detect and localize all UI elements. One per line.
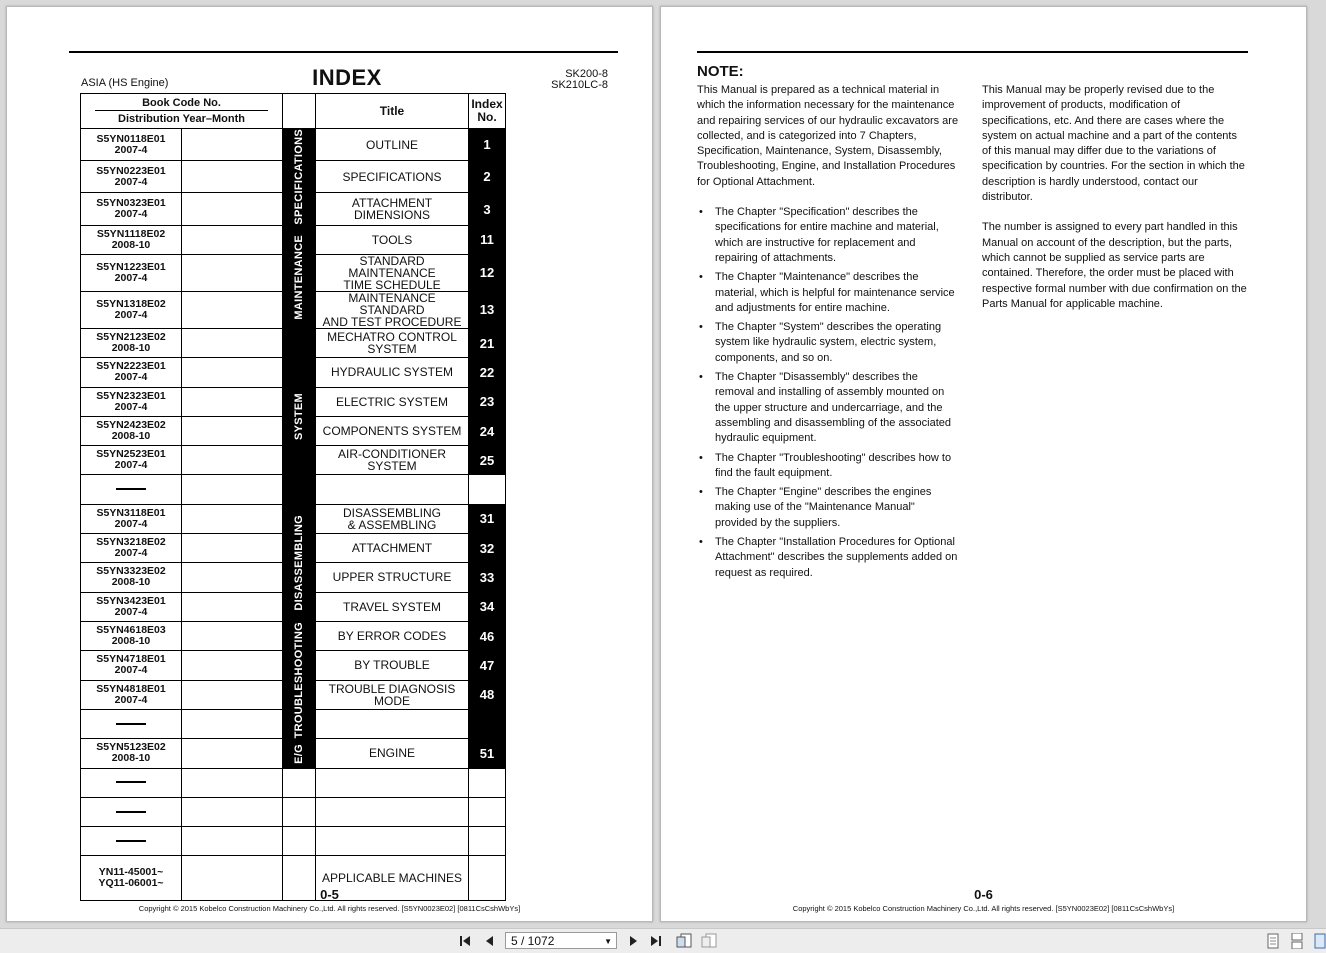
index-table: [80, 93, 506, 901]
bullet-text: The Chapter "System" describes the operating system like hydraulic system, electric system, components, and so on.: [715, 321, 942, 364]
index-number-empty: [469, 827, 506, 856]
book-code-cell: [81, 768, 182, 797]
chapter-title[interactable]: SPECIFICATIONS: [316, 161, 469, 193]
chapter-label-maintenance: [283, 225, 316, 328]
blank-cell: [182, 768, 283, 797]
book-code-header-text: [81, 97, 282, 125]
book-code-cell: [81, 129, 182, 161]
index-number[interactable]: 33: [469, 563, 506, 592]
chapter-bullet-item: [697, 205, 959, 266]
index-number[interactable]: 3: [469, 193, 506, 225]
book-code: S5YN0223E01: [96, 164, 166, 177]
book-code-cell: [81, 193, 182, 225]
chapter-title[interactable]: MECHATRO CONTROL SYSTEM: [316, 328, 469, 357]
chapter-title[interactable]: COMPONENTS SYSTEM: [316, 416, 469, 445]
book-code: S5YN3118E01: [96, 506, 166, 519]
blank-cell: [182, 416, 283, 445]
index-number[interactable]: 32: [469, 534, 506, 563]
chapter-label-specifications: [283, 129, 316, 226]
chapter-title[interactable]: ATTACHMENT DIMENSIONS: [316, 193, 469, 225]
index-number[interactable]: 23: [469, 387, 506, 416]
bullet-text: The Chapter "Troubleshooting" describes how to find the fault equipment.: [715, 451, 952, 479]
book-code: S5YN3218E02: [96, 536, 166, 549]
header-rule: [697, 51, 1248, 53]
blank-cell: [182, 504, 283, 533]
chapter-bullet-item: [697, 485, 959, 531]
index-number[interactable]: 1: [469, 129, 506, 161]
blank-cell: [182, 709, 283, 738]
index-number[interactable]: 11: [469, 225, 506, 254]
book-code: S5YN3323E02: [96, 565, 166, 578]
bullet-icon: •: [699, 321, 703, 334]
index-number[interactable]: 34: [469, 592, 506, 621]
blank-cell: [182, 225, 283, 254]
blank-cell: [182, 592, 283, 621]
last-page-icon[interactable]: [648, 933, 664, 949]
page-number: 0-5: [320, 887, 339, 902]
chapter-title[interactable]: ENGINE: [316, 739, 469, 768]
chapter-title[interactable]: HYDRAULIC SYSTEM: [316, 358, 469, 387]
empty-entry-dash: [116, 781, 146, 783]
model-label-1: SK200-8: [565, 68, 608, 80]
book-code: S5YN1318E02: [96, 297, 166, 310]
book-code: S5YN1223E01: [96, 260, 166, 273]
copyright-text: Copyright © 2015 Kobelco Construction Machinery Co.,Ltd. All rights reserved. [S5YN0023E02] [0811CsCshWbYs]: [792, 904, 1175, 913]
chapter-label-text: SPECIFICATIONS: [293, 129, 305, 225]
blank-cell: [182, 651, 283, 680]
distribution-date: 2008-10: [111, 752, 151, 765]
book-code-cell: [81, 651, 182, 680]
chapter-empty-cell: [283, 827, 316, 856]
chapter-empty-cell: [283, 797, 316, 826]
blank-cell: [182, 358, 283, 387]
blank-cell: [182, 621, 283, 650]
bullet-icon: •: [699, 486, 703, 499]
document-page-right: [660, 6, 1307, 922]
book-code-label: Book Code No.: [95, 97, 268, 111]
blank-cell: [182, 534, 283, 563]
chapter-label-text: SYSTEM: [293, 392, 305, 440]
bullet-text: The Chapter "Specification" describes the specifications for entire machine and material, which are instructive for replacement and repairing of attachments.: [715, 206, 939, 264]
chapter-empty-cell: [283, 768, 316, 797]
book-code-header: [81, 94, 283, 129]
table-row: [81, 328, 506, 357]
document-page-left: [6, 6, 653, 922]
index-number-empty: [469, 797, 506, 826]
book-code-cell: [81, 225, 182, 254]
table-row: [81, 225, 506, 254]
two-page-icon[interactable]: [1313, 933, 1326, 949]
index-number[interactable]: 46: [469, 621, 506, 650]
chapter-title[interactable]: BY TROUBLE: [316, 651, 469, 680]
index-number-empty: [469, 709, 506, 738]
blank-cell: [182, 563, 283, 592]
bullet-text: The Chapter "Maintenance" describes the material, which is helpful for maintenance service and adjustments for entire machine.: [715, 271, 955, 314]
index-number[interactable]: 47: [469, 651, 506, 680]
chapter-label-text: E/G: [293, 743, 305, 764]
distribution-date: 2007-4: [114, 271, 148, 284]
table-row: [81, 739, 506, 768]
blank-cell: [182, 193, 283, 225]
book-code-cell: [81, 827, 182, 856]
book-code: S5YN2123E02: [96, 331, 166, 344]
prev-page-icon[interactable]: [482, 933, 498, 949]
page-number-input[interactable]: [505, 932, 617, 949]
distribution-date: 2007-4: [114, 605, 148, 618]
blank-cell: [182, 254, 283, 291]
index-number-empty: [469, 475, 506, 504]
book-code: S5YN2423E02: [96, 419, 166, 431]
applicable-code-2: YQ11-06001~: [98, 877, 164, 890]
model-label-2: SK210LC-8: [551, 79, 608, 91]
distribution-date: 2007-4: [114, 693, 148, 706]
index-number[interactable]: 51: [469, 739, 506, 768]
single-page-icon[interactable]: [1266, 933, 1280, 949]
book-code-cell: [81, 534, 182, 563]
table-row: [81, 827, 506, 856]
chapter-title[interactable]: MAINTENANCE STANDARD AND TEST PROCEDURE: [316, 291, 469, 328]
chapter-label-text: MAINTENANCE: [293, 234, 305, 320]
title-cell: [316, 797, 469, 826]
bullet-text: The Chapter "Disassembly" describes the removal and installing of assembly mounted on the upper structure and undercarriage, and the assembling and disassembling of the associated hydraulic equipment.: [715, 371, 952, 445]
book-code-cell: [81, 592, 182, 621]
distribution-date: 2007-4: [114, 371, 148, 384]
chapter-bullet-list: [697, 205, 959, 581]
book-code: S5YN2523E01: [96, 448, 166, 461]
distribution-date: 2008-10: [111, 430, 151, 442]
book-code-cell: [81, 291, 182, 328]
blank-cell: [182, 475, 283, 504]
title-cell: [316, 709, 469, 738]
copyright-text: Copyright © 2015 Kobelco Construction Machinery Co.,Ltd. All rights reserved. [S5YN0023E02] [0811CsCshWbYs]: [138, 904, 521, 913]
distribution-date: 2008-10: [111, 576, 151, 589]
table-row: [81, 621, 506, 650]
chapter-title[interactable]: OUTLINE: [316, 129, 469, 161]
chapter-bullet-item: [697, 370, 959, 446]
bullet-text: The Chapter "Engine" describes the engines making use of the "Maintenance Manual" provided by the suppliers.: [715, 486, 932, 529]
book-code: S5YN4818E01: [96, 682, 166, 695]
next-page-icon[interactable]: [625, 933, 641, 949]
bullet-icon: •: [699, 206, 703, 219]
book-code-cell: [81, 621, 182, 650]
distribution-date: 2007-4: [114, 664, 148, 677]
index-number[interactable]: 2: [469, 161, 506, 193]
distribution-date: 2008-10: [111, 238, 151, 251]
index-title: INDEX: [312, 65, 382, 90]
table-row: [81, 129, 506, 161]
pdf-viewer-toolbar: [0, 928, 1326, 953]
book-code: S5YN4718E01: [96, 653, 166, 666]
book-code-cell: [81, 254, 182, 291]
note-paragraph: The number is assigned to every part handled in this Manual on account of the description, but the parts, which cannot be supplied as service parts are contained. Therefore, the order must be placed with respective formal number with due confirmation on the Parts Manual for applicable machine.: [982, 221, 1247, 310]
index-number[interactable]: 12: [469, 254, 506, 291]
title-cell: [316, 827, 469, 856]
blank-cell: [182, 328, 283, 357]
book-code-cell: [81, 797, 182, 826]
book-code-cell: [81, 446, 182, 475]
index-no-header: Index No.: [469, 94, 506, 129]
chapter-label-disassembling: [283, 504, 316, 621]
note-column-right: [982, 83, 1248, 327]
note-column-left: [697, 83, 959, 585]
chapter-title[interactable]: AIR-CONDITIONER SYSTEM: [316, 446, 469, 475]
chapter-bullet-item: [697, 535, 959, 581]
note-paragraph: This Manual is prepared as a technical material in which the information necessary for the maintenance and repairing services of our hydraulic excavators are collected, and is categorized into 7 Chapters, Specification, Maintenance, System, Disassembly, Troubleshooting, Engine, and Installation Procedures for Optional Attachment.: [697, 84, 959, 188]
blank-cell: [182, 446, 283, 475]
note-paragraph: This Manual may be properly revised due to the improvement of products, modification of specifications, etc. And there are cases where the system on actual machine and a part of the contents of this manual may differ due to the variations of specification by countries. For the section in which the description is hardly understood, contact our distributor.: [982, 84, 1245, 204]
title-cell: [316, 475, 469, 504]
distribution-date: 2007-4: [114, 175, 148, 188]
blank-cell: [182, 161, 283, 193]
table-row: [81, 797, 506, 826]
empty-entry-dash: [116, 488, 146, 490]
table-row: [81, 504, 506, 533]
chapter-title[interactable]: TOOLS: [316, 225, 469, 254]
book-code: S5YN4618E03: [96, 624, 166, 637]
title-cell: [316, 768, 469, 797]
book-code-cell: [81, 328, 182, 357]
book-code: S5YN2323E01: [96, 389, 166, 402]
applicable-code-1: YN11-45001~: [98, 866, 164, 879]
header-rule: [69, 51, 618, 53]
distribution-date: 2008-10: [111, 342, 151, 355]
title-header: Title: [316, 94, 469, 129]
blank-cell: [182, 291, 283, 328]
book-code-cell: [81, 416, 182, 445]
distribution-date: 2007-4: [114, 143, 148, 156]
blank-cell: [182, 129, 283, 161]
book-code-cell: [81, 475, 182, 504]
empty-entry-dash: [116, 723, 146, 725]
empty-entry-dash: [116, 840, 146, 842]
fit-page-icon[interactable]: [676, 933, 694, 949]
book-code: S5YN2223E01: [96, 360, 166, 373]
distribution-date: 2007-4: [114, 547, 148, 560]
book-code: S5YN0323E01: [96, 197, 166, 210]
chapter-title[interactable]: ELECTRIC SYSTEM: [316, 387, 469, 416]
book-code-cell: [81, 739, 182, 768]
bullet-text: The Chapter "Installation Procedures for Optional Attachment" describes the supplements added on request as required.: [715, 536, 958, 579]
book-code-cell: [81, 358, 182, 387]
distribution-date: 2007-4: [114, 517, 148, 530]
blank-cell: [182, 827, 283, 856]
chapter-title[interactable]: DISASSEMBLING & ASSEMBLING: [316, 504, 469, 533]
distribution-label: Distribution Year–Month: [118, 113, 245, 125]
index-table-header: [81, 94, 506, 129]
book-code-cell: [81, 563, 182, 592]
chapter-title[interactable]: TRAVEL SYSTEM: [316, 592, 469, 621]
blank-cell: [182, 739, 283, 768]
distribution-date: 2007-4: [114, 308, 148, 321]
index-number[interactable]: 48: [469, 680, 506, 709]
book-code-cell: [81, 709, 182, 738]
blank-cell: [182, 387, 283, 416]
book-code-cell: [81, 387, 182, 416]
note-heading: NOTE:: [697, 63, 744, 80]
table-row: [81, 768, 506, 797]
chapter-title[interactable]: BY ERROR CODES: [316, 621, 469, 650]
book-code: S5YN5123E02: [96, 741, 166, 754]
chapter-title[interactable]: UPPER STRUCTURE: [316, 563, 469, 592]
distribution-date: 2008-10: [111, 635, 151, 648]
bullet-icon: •: [699, 271, 703, 284]
index-number[interactable]: 13: [469, 291, 506, 328]
first-page-icon[interactable]: [457, 933, 473, 949]
chapter-title[interactable]: TROUBLE DIAGNOSIS MODE: [316, 680, 469, 709]
index-number[interactable]: 25: [469, 446, 506, 475]
book-code-cell: [81, 161, 182, 193]
region-label: ASIA (HS Engine): [81, 77, 169, 89]
page-indicator: 5 / 1072: [511, 934, 555, 948]
chapter-bullet-item: [697, 320, 959, 366]
continuous-page-icon[interactable]: [1290, 933, 1304, 949]
chapter-header: [283, 94, 316, 129]
book-code-cell: [81, 680, 182, 709]
chapter-title[interactable]: ATTACHMENT: [316, 534, 469, 563]
chapter-label-text: TROUBLESHOOTING: [293, 621, 305, 739]
blank-cell: [182, 797, 283, 826]
index-number[interactable]: 21: [469, 328, 506, 357]
bullet-icon: •: [699, 536, 703, 549]
index-number[interactable]: 24: [469, 416, 506, 445]
applicable-machines-title: APPLICABLE MACHINES: [316, 856, 469, 901]
book-code: S5YN1118E02: [96, 227, 166, 240]
distribution-date: 2007-4: [114, 208, 148, 221]
bullet-icon: •: [699, 451, 703, 464]
chapter-label-eg: [283, 739, 316, 768]
book-code: S5YN0118E01: [96, 132, 166, 145]
distribution-date: 2007-4: [114, 400, 148, 413]
distribution-date: 2007-4: [114, 459, 148, 472]
empty-entry-dash: [116, 811, 146, 813]
chapter-title[interactable]: STANDARD MAINTENANCE TIME SCHEDULE: [316, 254, 469, 291]
chapter-bullet-item: [697, 451, 959, 482]
chapter-label-troubleshooting: [283, 621, 316, 738]
chapter-label-text: DISASSEMBLING: [293, 515, 305, 611]
book-code: S5YN3423E01: [96, 594, 166, 607]
page-number: 0-6: [974, 887, 993, 902]
chapter-label-system: [283, 328, 316, 504]
chapter-bullet-item: [697, 270, 959, 316]
book-code-cell: [81, 504, 182, 533]
blank-cell: [182, 680, 283, 709]
bullet-icon: •: [699, 371, 703, 384]
index-number-empty: [469, 768, 506, 797]
chevron-down-icon: ▼: [604, 937, 612, 946]
index-number[interactable]: 22: [469, 358, 506, 387]
fit-width-icon[interactable]: [701, 933, 719, 949]
index-number[interactable]: 31: [469, 504, 506, 533]
